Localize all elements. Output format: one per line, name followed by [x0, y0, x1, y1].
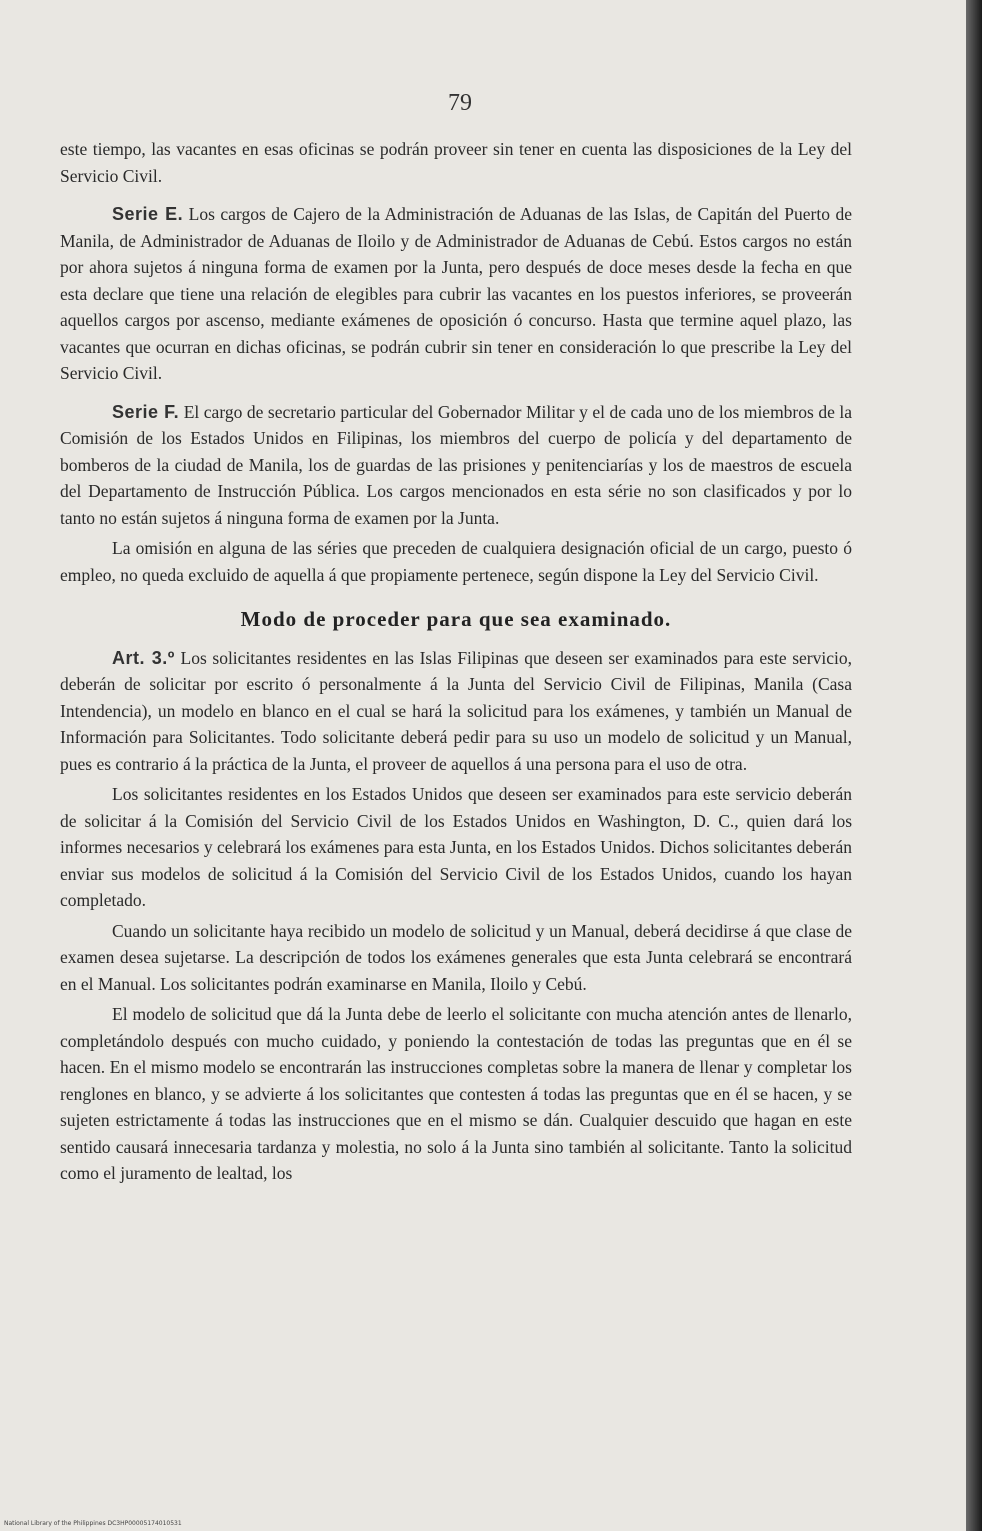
paragraph-art-3 [60, 645, 852, 778]
section-heading: Modo de proceder para que sea examinado. [240, 607, 672, 631]
serie-e-text: Los cargos de Cajero de la Administración de Aduanas de las Islas, de Capitán del Puerto de Manila, de Administrador de Aduanas de Iloilo y de Administrador de Aduanas de Cebú. Estos cargos no están por ahora sujetos á ninguna forma de examen por la Junta, pero después de doce meses desde la fecha en que esta declare que tiene una relación de elegibles para cubrir las vacantes en los puestos inferiores, se proveerán aquellos cargos por ascenso, mediante exámenes de oposición ó concurso. Hasta que termine aquel plazo, las vacantes que ocurran en dichas oficinas, se podrán cubrir sin tener en consideración lo que prescribe la Ley del Servicio Civil. [60, 204, 852, 383]
serie-f-label: Serie F. [112, 401, 180, 422]
body-text [60, 136, 852, 1191]
document-page [60, 0, 860, 1531]
serie-f-text: El cargo de secretario particular del Gobernador Militar y el de cada uno de los miembros de la Comisión de los Estados Unidos en Filipinas, los miembros del cuerpo de policía y del departamento de bomberos de la ciudad de Manila, los de guardas de las prisiones y penitenciarías y los de maestros de escuela del Departamento de Instrucción Pública. Los cargos mencionados en esta série no son clasificados y por lo tanto no están sujetos á ninguna forma de examen por la Junta. [60, 401, 853, 528]
paragraph-continuation: este tiempo, las vacantes en esas oficinas se podrán proveer sin tener en cuenta las disposiciones de la Ley del Servicio Civil. [60, 139, 852, 186]
paragraph-serie-e [60, 201, 852, 387]
scan-footer-credit: National Library of the Philippines DC3HP00005174010531 [4, 1520, 182, 1527]
scan-edge-shadow [966, 0, 982, 1531]
paragraph-omision: La omisión en alguna de las séries que preceden de cualquiera designación oficial de un cargo, puesto ó empleo, no queda excluido de aquella á que propiamente pertenece, según dispone la Ley del Servicio Civil. [60, 538, 852, 585]
paragraph-modelo: El modelo de solicitud que dá la Junta debe de leerlo el solicitante con mucha atención antes de llenarlo, completándolo después con mucho cuidado, y poniendo la contestación de todas las preguntas que en él se hacen. En el mismo modelo se encontrarán las instrucciones completas sobre la manera de llenar y completar los renglones en blanco, y se advierte á los solicitantes que contesten á todas las preguntas que en él se hacen, y se sujeten estrictamente á todas las instrucciones que en el mismo se dán. Cualquier descuido que hagan en este sentido causará innecesaria tardanza y molestia, no solo á la Junta sino también al solicitante. Tanto la solicitud como el juramento de lealtad, los [60, 1004, 852, 1183]
paragraph-serie-f [60, 399, 852, 532]
serie-e-label: Serie E. [112, 204, 184, 224]
paragraph-cuando: Cuando un solicitante haya recibido un modelo de solicitud y un Manual, deberá decidirse á que clase de examen desea sujetarse. La descripción de todos los exámenes generales que esta Junta celebrará se encontrará en el Manual. Los solicitantes podrán examinarse en Manila, Iloilo y Cebú. [60, 920, 852, 994]
paragraph-estados-unidos: Los solicitantes residentes en los Estados Unidos que deseen ser examinados para este servicio deberán de solicitar á la Comisión del Servicio Civil de los Estados Unidos en Washington, D. C., quien dará los informes necesarios y celebrará los exámenes para esta Junta, en los Estados Unidos. Dichos solicitantes deberán enviar sus modelos de solicitud á la Comisión del Servicio Civil de los Estados Unidos, cuando los hayan completado. [60, 784, 852, 910]
art-3-text: Los solicitantes residentes en las Islas Filipinas que deseen ser examinados para este servicio, deberán de solicitar por escrito ó personalmente á la Junta del Servicio Civil de Filipinas, Manila (Casa Intendencia), un modelo en blanco en el cual se hará la solicitud para los exámenes, y también un Manual de Información para Solicitantes. Todo solicitante deberá pedir para su uso un modelo de solicitud y un Manual, pues es contrario á la práctica de la Junta, el proveer de aquellos á una persona para el uso de otra. [60, 647, 853, 774]
art-3-label: Art. 3.º [112, 647, 175, 668]
page-number: 79 [448, 90, 472, 116]
